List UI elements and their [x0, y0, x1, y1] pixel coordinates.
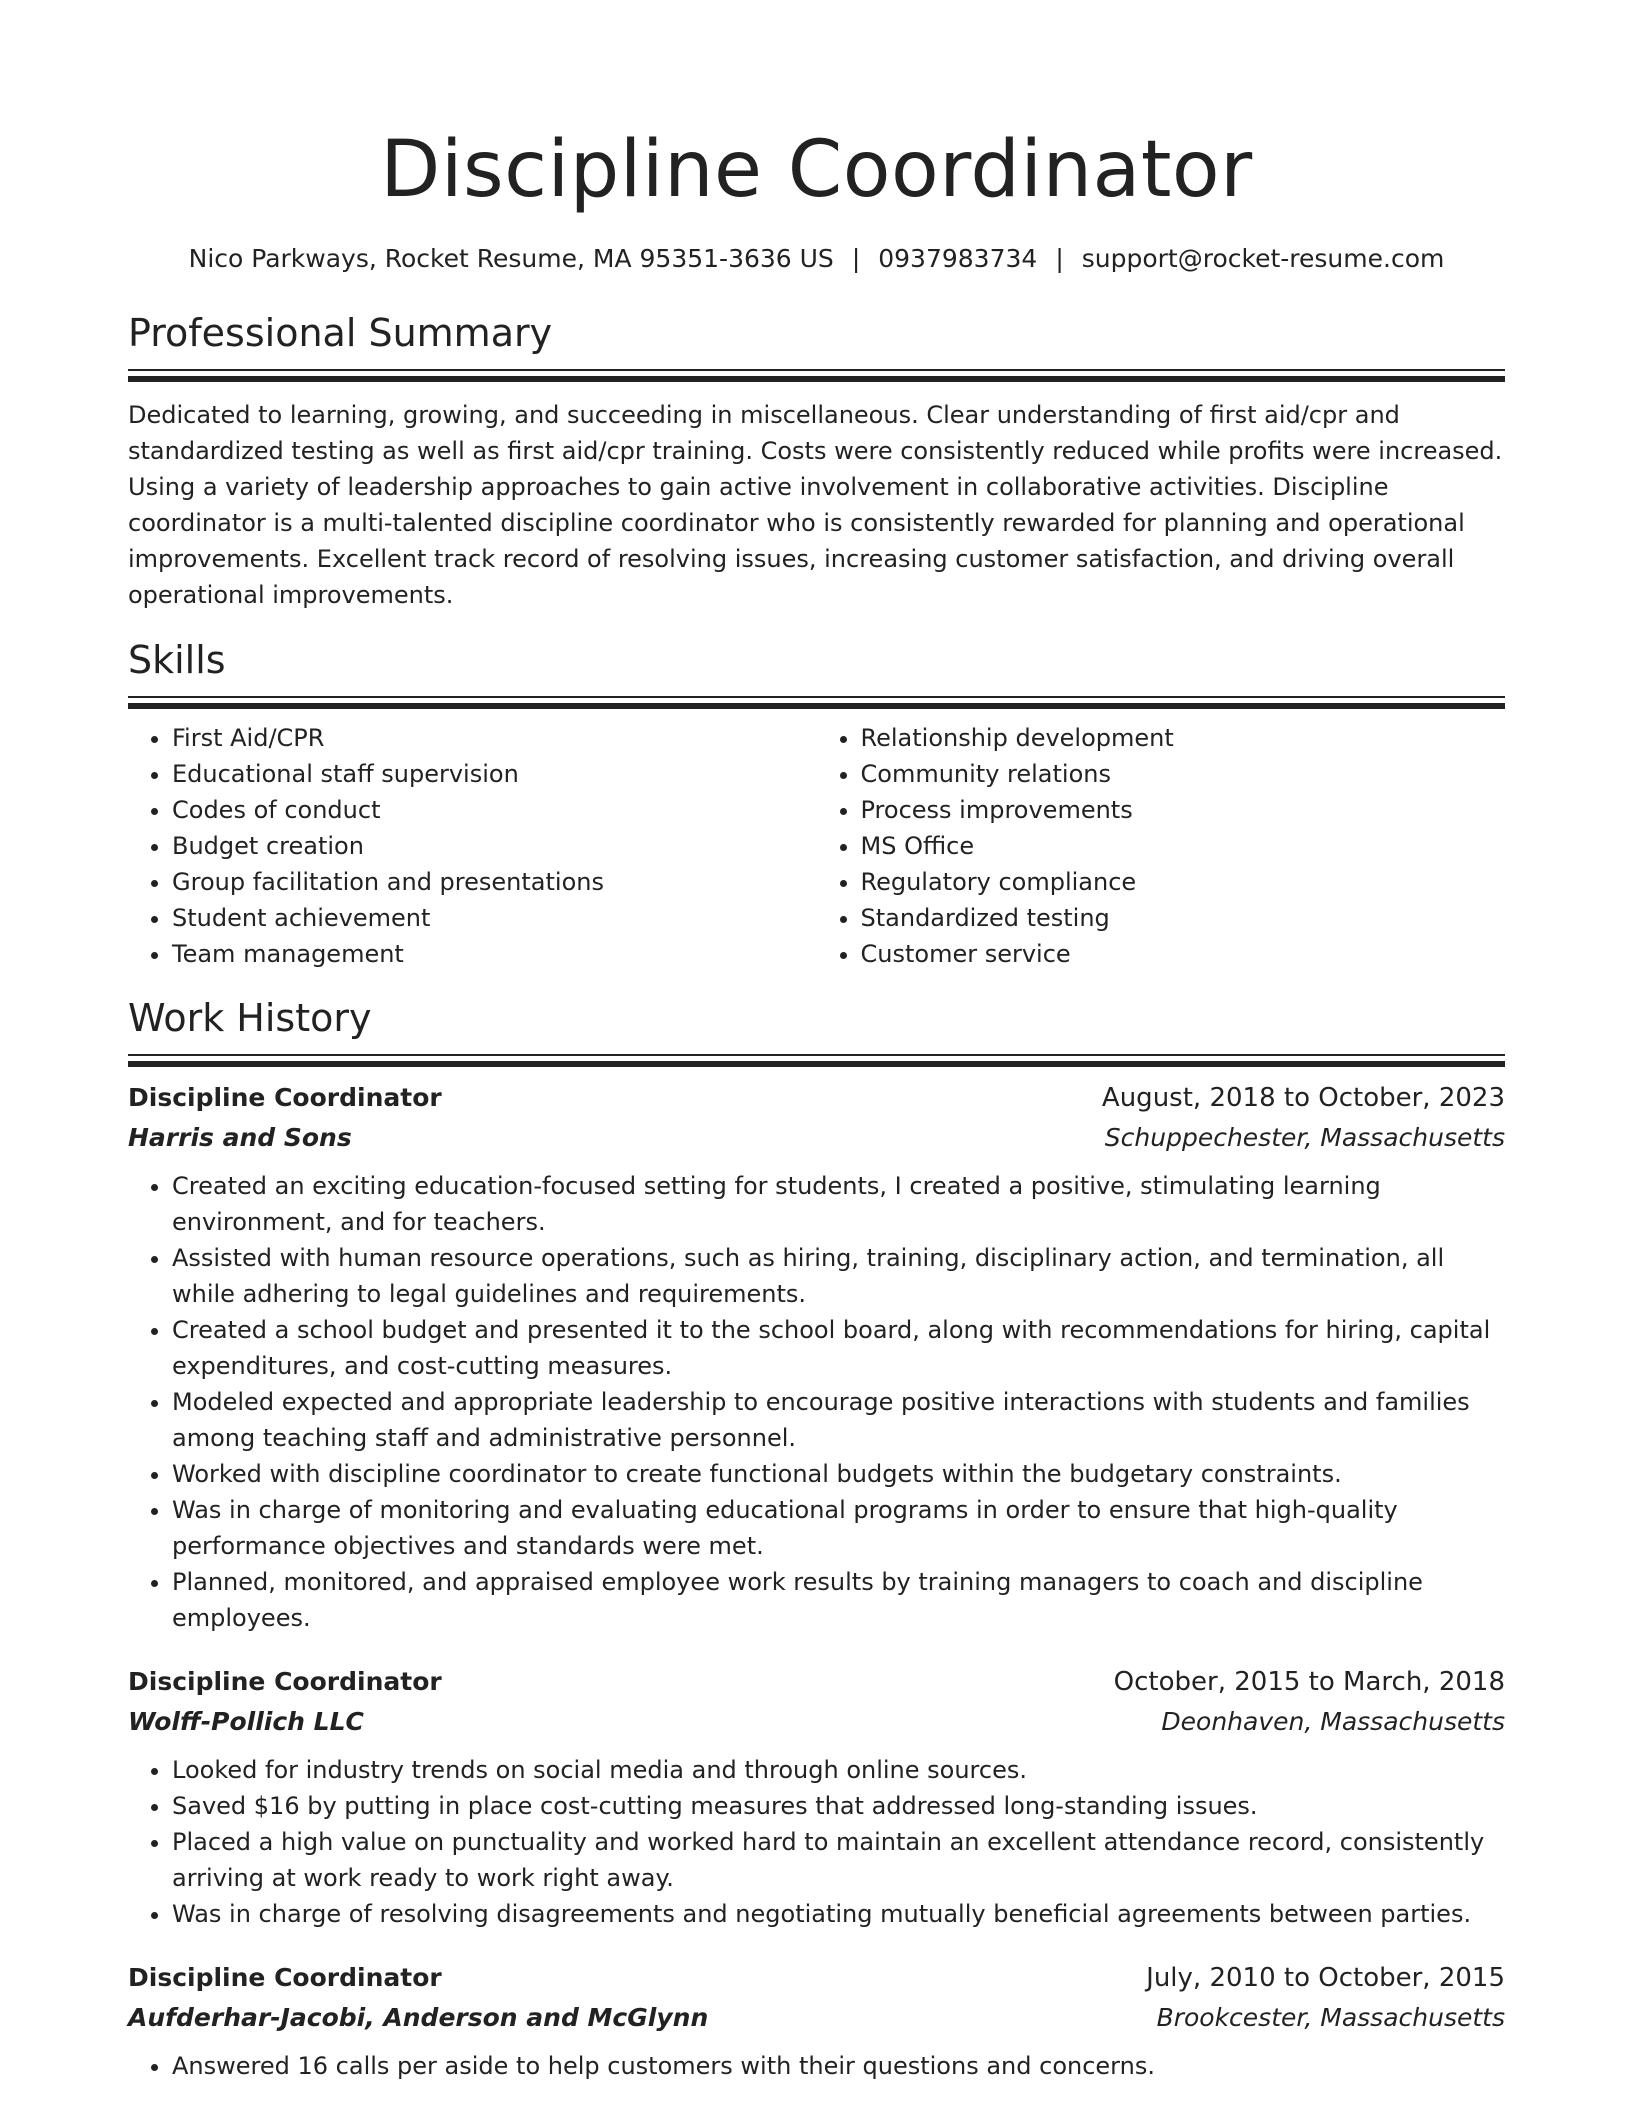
job-bullet: • Assisted with human resource operations, such as hiring, training, disciplinary action, and termination, all while adhering to legal guidelines and requirements.: [172, 1240, 1505, 1312]
section-title-summary: Professional Summary: [128, 311, 553, 355]
job-company-row: [128, 1118, 1505, 1158]
section-title-work: Work History: [128, 996, 372, 1040]
summary-section: [128, 309, 1505, 613]
job-company: Harris and Sons: [128, 1123, 352, 1152]
contact-line: [128, 242, 1505, 276]
section-divider: [128, 1054, 1505, 1068]
job-bullet: • Answered 16 calls per aside to help customers with their questions and concerns.: [172, 2048, 1505, 2084]
resume-page: [128, 0, 1505, 2084]
job-entry: [128, 1078, 1505, 1636]
job-bullet: • Saved $16 by putting in place cost-cutting measures that addressed long-standing issues.: [172, 1788, 1505, 1824]
job-bullet: • Created an exciting education-focused setting for students, I created a positive, stimulating learning environment, and for teachers.: [172, 1168, 1505, 1240]
skill-item: • Group facilitation and presentations: [172, 864, 817, 900]
job-title: Discipline Coordinator: [128, 1083, 442, 1112]
section-title-skills: Skills: [128, 638, 226, 682]
job-company: Aufderhar-Jacobi, Anderson and McGlynn: [128, 2003, 709, 2032]
skills-list-right: [817, 720, 1506, 972]
job-company-row: [128, 1998, 1505, 2038]
skill-item: • Relationship development: [861, 720, 1506, 756]
skill-item: • Regulatory compliance: [861, 864, 1506, 900]
job-entry: [128, 1958, 1505, 2084]
job-bullet-list: [128, 1752, 1505, 1932]
resume-name: Discipline Coordinator: [380, 125, 1253, 215]
job-dates: October, 2015 to March, 2018: [1113, 1667, 1505, 1697]
skill-item: • Codes of conduct: [172, 792, 817, 828]
job-entry: [128, 1662, 1505, 1932]
job-location: Brookcester, Massachusetts: [1156, 2003, 1505, 2032]
job-header-row: [128, 1662, 1505, 1702]
job-bullet: • Was in charge of resolving disagreements and negotiating mutually beneficial agreements between parties.: [172, 1896, 1505, 1932]
skill-item: • Process improvements: [861, 792, 1506, 828]
contact-phone: 0937983734: [878, 244, 1038, 273]
job-dates: August, 2018 to October, 2023: [1101, 1083, 1505, 1113]
skills-section: [128, 636, 1505, 972]
job-title: Discipline Coordinator: [128, 1963, 442, 1992]
skill-item: • Customer service: [861, 936, 1506, 972]
contact-email: support@rocket-resume.com: [1081, 244, 1445, 273]
skill-item: • Standardized testing: [861, 900, 1506, 936]
skill-item: • Educational staff supervision: [172, 756, 817, 792]
job-location: Schuppechester, Massachusetts: [1104, 1123, 1505, 1152]
summary-text: Dedicated to learning, growing, and succeeding in miscellaneous. Clear understanding of first aid/cpr and standardized testing as well as first aid/cpr training. Costs were consistently reduced while profits were increased. Using a variety of leadership approaches to gain active involvement in collaborative activities. Discipline coordinator is a multi-talented discipline coordinator who is consistently rewarded for planning and operational improvements. Excellent track record of resolving issues, increasing customer satisfaction, and driving overall operational improvements.: [128, 401, 1503, 609]
skill-item: • Budget creation: [172, 828, 817, 864]
job-bullet-list: [128, 2048, 1505, 2084]
job-header-row: [128, 1958, 1505, 1998]
job-header-row: [128, 1078, 1505, 1118]
skill-item: • Student achievement: [172, 900, 817, 936]
skills-list-left: [128, 720, 817, 972]
section-divider: [128, 369, 1505, 383]
job-bullet: • Was in charge of monitoring and evaluating educational programs in order to ensure that high-quality performance objectives and standards were met.: [172, 1492, 1505, 1564]
job-bullet: • Looked for industry trends on social media and through online sources.: [172, 1752, 1505, 1788]
skills-columns: [128, 720, 1505, 972]
job-bullet: • Worked with discipline coordinator to create functional budgets within the budgetary constraints.: [172, 1456, 1505, 1492]
contact-address: Nico Parkways, Rocket Resume, MA 95351-3636 US: [188, 244, 834, 273]
section-divider: [128, 696, 1505, 710]
skill-item: • MS Office: [861, 828, 1506, 864]
skill-item: • Community relations: [861, 756, 1506, 792]
job-bullet: • Placed a high value on punctuality and worked hard to maintain an excellent attendance record, consistently arriving at work ready to work right away.: [172, 1824, 1505, 1896]
skills-column-left: [128, 720, 817, 972]
skill-item: • Team management: [172, 936, 817, 972]
job-location: Deonhaven, Massachusetts: [1161, 1707, 1505, 1736]
job-company: Wolff-Pollich LLC: [128, 1707, 364, 1736]
job-bullet: • Planned, monitored, and appraised employee work results by training managers to coach and discipline employees.: [172, 1564, 1505, 1636]
skills-column-right: [817, 720, 1506, 972]
job-bullet: • Modeled expected and appropriate leadership to encourage positive interactions with students and families among teaching staff and administrative personnel.: [172, 1384, 1505, 1456]
job-bullet-list: [128, 1168, 1505, 1636]
contact-separator: |: [851, 244, 861, 273]
job-title: Discipline Coordinator: [128, 1667, 442, 1696]
job-bullet: • Created a school budget and presented it to the school board, along with recommendations for hiring, capital expenditures, and cost-cutting measures.: [172, 1312, 1505, 1384]
work-section: [128, 994, 1505, 2084]
job-company-row: [128, 1702, 1505, 1742]
contact-separator: |: [1055, 244, 1064, 273]
job-dates: July, 2010 to October, 2015: [1146, 1963, 1505, 1993]
skill-item: • First Aid/CPR: [172, 720, 817, 756]
